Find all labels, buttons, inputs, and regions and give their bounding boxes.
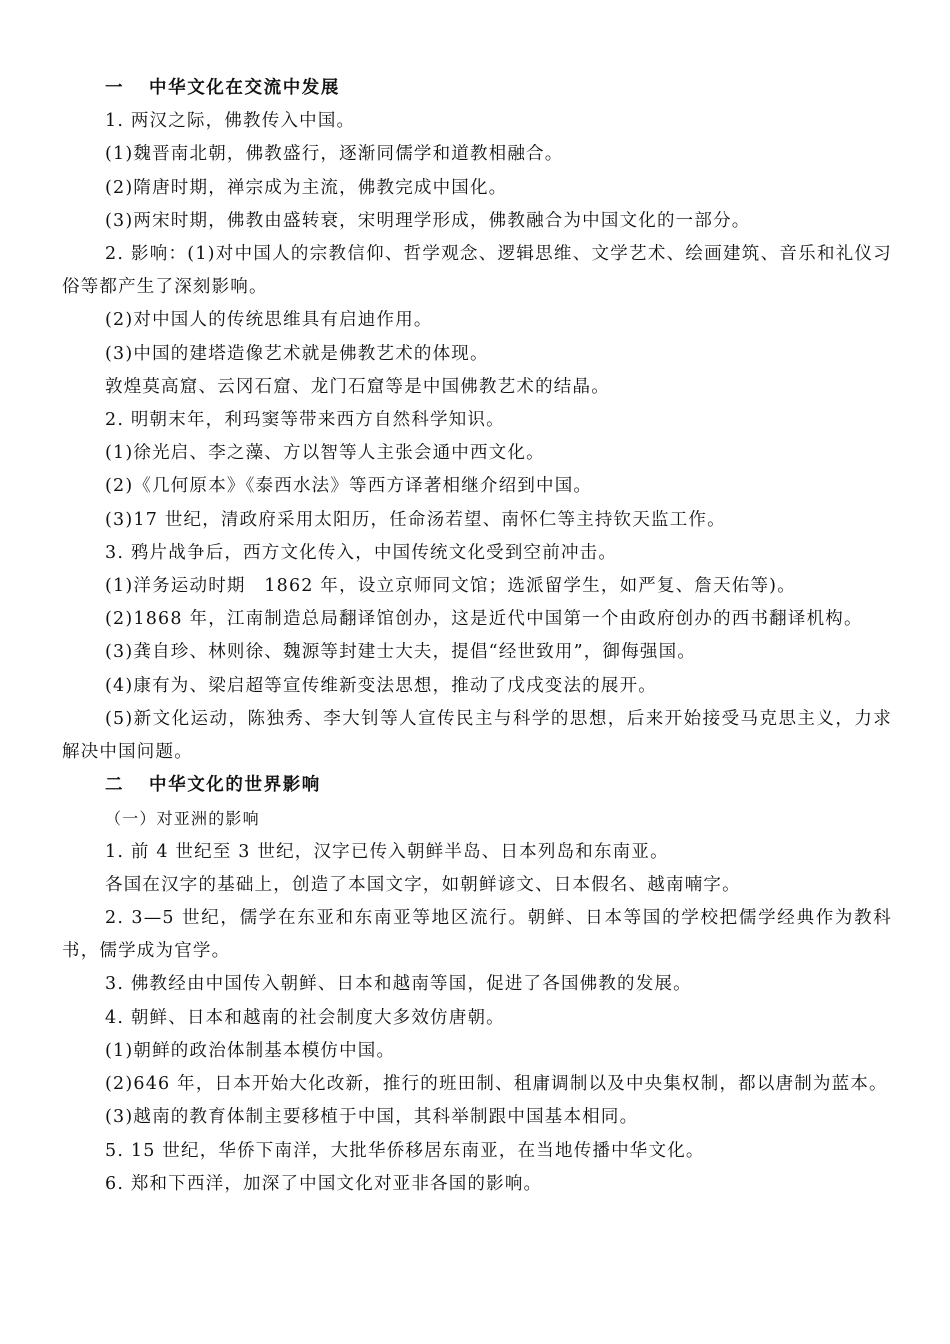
paragraph: (2)《几何原本》《泰西水法》等西方译著相继介绍到中国。 bbox=[105, 476, 593, 497]
paragraph: 敦煌莫高窟、云冈石窟、龙门石窟等是中国佛教艺术的结晶。 bbox=[105, 376, 610, 397]
paragraph: (3)龚自珍、林则徐、魏源等封建士大夫，提倡“经世致用”，御侮强国。 bbox=[105, 642, 696, 663]
paragraph: (3)两宋时期，佛教由盛转衰，宋明理学形成，佛教融合为中国文化的一部分。 bbox=[105, 210, 751, 231]
paragraph: 2. 影响：(1)对中国人的宗教信仰、哲学观念、逻辑思维、文学艺术、绘画建筑、音乐和礼仪习俗等都产生了深刻影响。 bbox=[62, 244, 892, 298]
section-number-1: 一 bbox=[105, 78, 125, 98]
section-heading-1 bbox=[62, 72, 892, 105]
paragraph: (3)中国的建塔造像艺术就是佛教艺术的体现。 bbox=[105, 343, 489, 364]
subsection-title: （一）对亚洲的影响 bbox=[105, 809, 260, 829]
paragraph: (2)646 年，日本开始大化改新，推行的班田制、租庸调制以及中央集权制，都以唐制为蓝本。 bbox=[105, 1074, 888, 1095]
paragraph: 4. 朝鲜、日本和越南的社会制度大多效仿唐朝。 bbox=[105, 1007, 505, 1028]
document-page bbox=[62, 72, 892, 1201]
paragraph: (2)1868 年，江南制造总局翻译馆创办，这是近代中国第一个由政府创办的西书翻译机构。 bbox=[105, 609, 863, 630]
section-heading-2 bbox=[62, 769, 892, 802]
paragraph: (4)康有为、梁启超等宣传维新变法思想，推动了戊戌变法的展开。 bbox=[105, 675, 657, 696]
section-title-2: 中华文化的世界影响 bbox=[149, 775, 321, 796]
paragraph: (1)魏晋南北朝，佛教盛行，逐渐同儒学和道教相融合。 bbox=[105, 144, 564, 165]
paragraph: (2)对中国人的传统思维具有启迪作用。 bbox=[105, 310, 433, 331]
paragraph: (5)新文化运动，陈独秀、李大钊等人宣传民主与科学的思想，后来开始接受马克思主义，力求解决中国问题。 bbox=[62, 708, 892, 763]
paragraph: (1)徐光启、李之藻、方以智等人主张会通中西文化。 bbox=[105, 443, 545, 464]
paragraph: (1)洋务运动时期 1862 年，设立京师同文馆；选派留学生，如严复、詹天佑等)。 bbox=[105, 576, 796, 597]
section-number-2: 二 bbox=[105, 775, 125, 796]
paragraph: (3)17 世纪，清政府采用太阳历，任命汤若望、南怀仁等主持钦天监工作。 bbox=[105, 509, 726, 530]
paragraph: (2)隋唐时期，禅宗成为主流，佛教完成中国化。 bbox=[105, 177, 508, 198]
paragraph: (3)越南的教育体制主要移植于中国，其科举制跟中国基本相同。 bbox=[105, 1107, 639, 1128]
paragraph: 2. 明朝末年，利玛窦等带来西方自然科学知识。 bbox=[105, 410, 505, 431]
section-title-1: 中华文化在交流中发展 bbox=[149, 78, 340, 98]
paragraph: 3. 鸦片战争后，西方文化传入，中国传统文化受到空前冲击。 bbox=[105, 542, 618, 563]
paragraph: 3. 佛教经由中国传入朝鲜、日本和越南等国，促进了各国佛教的发展。 bbox=[105, 974, 692, 995]
paragraph: 1. 前 4 世纪至 3 世纪，汉字已传入朝鲜半岛、日本列岛和东南亚。 bbox=[105, 841, 669, 862]
paragraph: 1. 两汉之际，佛教传入中国。 bbox=[105, 111, 356, 132]
paragraph: 各国在汉字的基础上，创造了本国文字，如朝鲜谚文、日本假名、越南喃字。 bbox=[105, 874, 741, 895]
paragraph: 6. 郑和下西洋，加深了中国文化对亚非各国的影响。 bbox=[105, 1173, 543, 1194]
paragraph: 2. 3—5 世纪，儒学在东亚和东南亚等地区流行。朝鲜、日本等国的学校把儒学经典作为教科书，儒学成为官学。 bbox=[62, 908, 892, 962]
paragraph: (1)朝鲜的政治体制基本模仿中国。 bbox=[105, 1040, 396, 1061]
paragraph: 5. 15 世纪，华侨下南洋，大批华侨移居东南亚，在当地传播中华文化。 bbox=[105, 1140, 705, 1161]
